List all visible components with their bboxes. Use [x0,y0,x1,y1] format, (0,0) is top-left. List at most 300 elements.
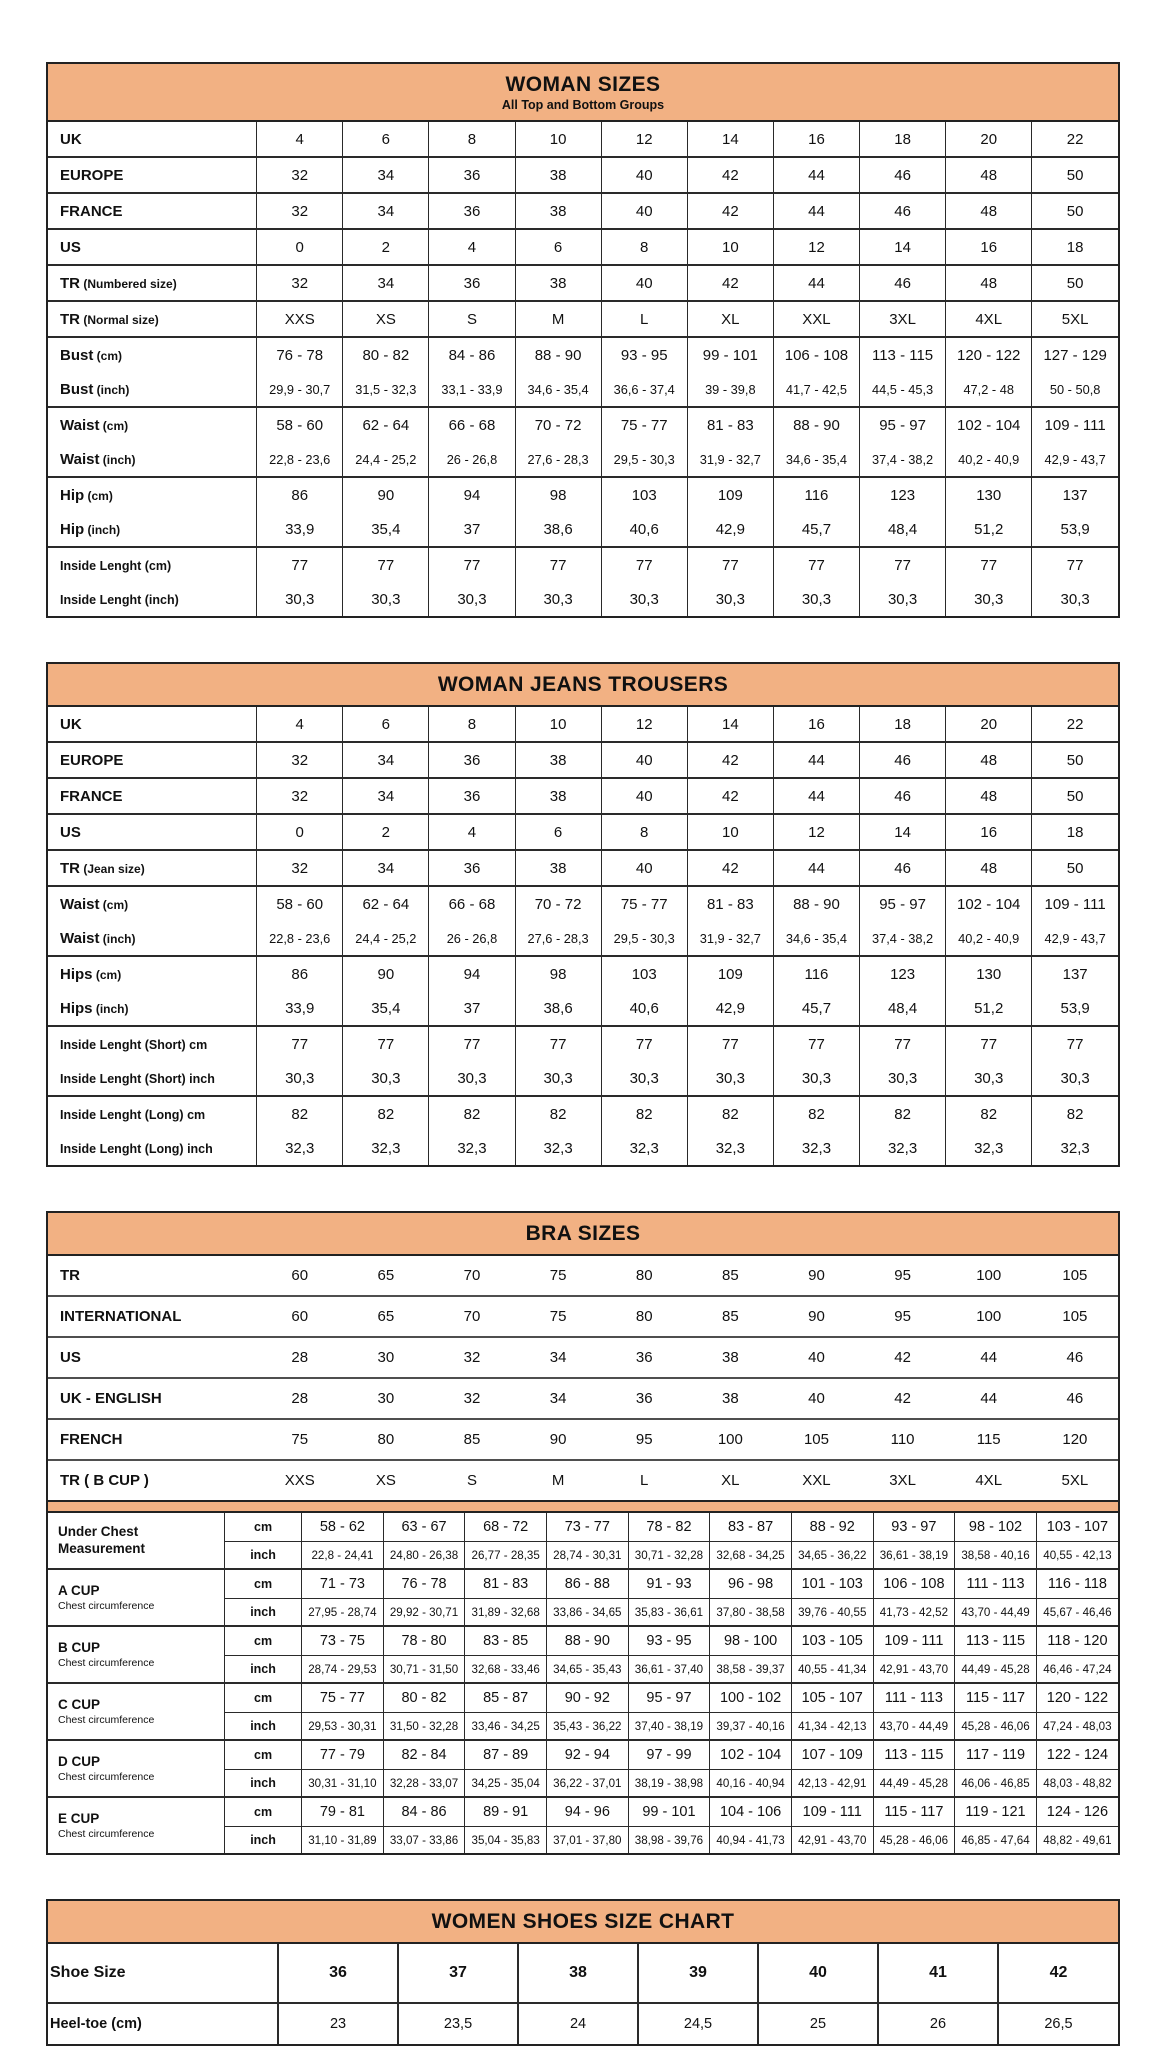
size-cell: 27,95 - 28,74 [302,1599,384,1627]
size-cell: 46,06 - 46,85 [955,1770,1037,1798]
size-cell: 38,6 [515,512,601,547]
size-cell: 45,7 [773,512,859,547]
table-row [48,407,1118,442]
size-cell: 31,9 - 32,7 [687,442,773,477]
size-cell: 38,58 - 40,16 [955,1542,1037,1570]
size-cell: 32 [429,1378,515,1419]
jeans-trousers-header [48,664,1118,707]
size-cell: 70 [463,1267,481,1284]
size-cell: 37,40 - 38,19 [628,1713,710,1741]
size-cell: 39,76 - 40,55 [791,1599,873,1627]
size-cell: 96 - 98 [710,1569,792,1599]
row-label: Hip (cm) [48,477,257,512]
size-cell: 82 [773,1096,859,1131]
size-cell: L [601,301,687,337]
size-cell: 46,46 - 47,24 [1036,1656,1118,1684]
size-cell: 30,3 [515,582,601,616]
size-cell: 40,2 - 40,9 [946,442,1032,477]
measurement-group-label: C CUP Chest circumference [48,1683,225,1740]
size-cell: 76 - 78 [257,337,343,372]
size-cell: 40,2 - 40,9 [946,921,1032,956]
size-cell: 41,7 - 42,5 [773,372,859,407]
size-cell: 75 - 77 [601,886,687,921]
size-cell: 3XL [860,1460,946,1500]
table-row [48,1626,1118,1656]
size-cell: 60 [291,1267,309,1284]
row-label: INTERNATIONAL [48,1296,257,1337]
size-cell: XXL [773,1460,859,1500]
table-title: BRA SIZES [525,1222,641,1245]
size-cell: 90 [343,956,429,991]
size-cell: 105 [773,1419,859,1460]
table-row [48,1026,1118,1061]
size-cell: 6 [343,122,429,157]
size-cell: 38 [515,850,601,886]
size-cell: 92 - 94 [547,1740,629,1770]
table-row [48,122,1118,157]
size-cell: 40,16 - 40,94 [710,1770,792,1798]
size-cell: 87 - 89 [465,1740,547,1770]
unit-label: cm [225,1569,302,1599]
size-cell: 38,19 - 38,98 [628,1770,710,1798]
size-cell: 116 - 118 [1036,1569,1118,1599]
size-cell: 42,9 - 43,7 [1032,442,1118,477]
size-cell: 45,7 [773,991,859,1026]
size-cell: 26 [878,2003,998,2044]
size-cell: 18 [860,122,946,157]
size-cell: 42 [687,742,773,778]
size-cell: 42 [687,850,773,886]
size-cell: 113 - 115 [955,1626,1037,1656]
size-cell: 40 [773,1378,859,1419]
size-cell: 34,25 - 35,04 [465,1770,547,1798]
size-cell: 76 - 78 [383,1569,465,1599]
size-cell: 130 [946,956,1032,991]
size-cell: 38,58 - 39,37 [710,1656,792,1684]
size-cell: 48 [946,742,1032,778]
size-cell: 30,3 [687,582,773,616]
measurement-group-label: D CUP Chest circumference [48,1740,225,1797]
row-label: Shoe Size [50,1964,126,1981]
size-cell: 26 - 26,8 [429,921,515,956]
size-cell: 40 [601,742,687,778]
size-cell: 73 - 75 [302,1626,384,1656]
size-cell: 116 [773,956,859,991]
unit-label: inch [225,1599,302,1627]
table-row [48,1513,1118,1542]
size-cell: 77 [773,547,859,582]
size-cell: 84 - 86 [429,337,515,372]
size-cell: 4XL [946,301,1032,337]
size-cell: 32,3 [515,1131,601,1165]
size-cell: 32 [257,850,343,886]
size-cell: 109 - 111 [1032,407,1118,442]
size-cell: 38 [515,778,601,814]
size-cell: 30,3 [1032,582,1118,616]
size-cell: 30,3 [601,582,687,616]
bra-sizes-header [48,1213,1118,1256]
size-cell: 88 - 92 [791,1513,873,1542]
size-cell: 34,6 - 35,4 [773,921,859,956]
size-cell: 30,71 - 31,50 [383,1656,465,1684]
size-cell: 40 [601,265,687,301]
row-label: US [48,1337,257,1378]
size-cell: 26,5 [998,2003,1118,2044]
table-row [48,547,1118,582]
shoes-size-grid [48,1944,1118,2044]
size-cell: 16 [773,122,859,157]
size-cell: 77 [257,1026,343,1061]
row-label: Inside Lenght (cm) [48,547,257,582]
size-cell: 27,6 - 28,3 [515,442,601,477]
size-cell: 14 [860,229,946,265]
size-cell: M [515,1460,601,1500]
shoes-size-header [48,1901,1118,1944]
table-row [48,1740,1118,1770]
size-cell: 42 [687,157,773,193]
size-cell: 33,9 [257,991,343,1026]
size-cell: 105 - 107 [791,1683,873,1713]
size-cell: 117 - 119 [955,1740,1037,1770]
size-cell: 34 [343,778,429,814]
size-cell: 32 [257,193,343,229]
size-cell: 111 - 113 [873,1683,955,1713]
size-cell: 12 [601,122,687,157]
size-cell: 22 [1032,707,1118,742]
size-cell: 80 - 82 [383,1683,465,1713]
size-cell: 98 - 100 [710,1626,792,1656]
size-cell: 75 [515,1296,601,1337]
size-cell: 95 [894,1267,911,1284]
table-row [48,1296,1118,1337]
size-cell: 30,3 [257,1061,343,1096]
size-cell: 77 [687,547,773,582]
size-cell: 98 - 102 [955,1513,1037,1542]
size-cell: 40 [601,157,687,193]
size-cell: 4 [429,229,515,265]
table-row [48,477,1118,512]
size-cell: 88 - 90 [547,1626,629,1656]
size-cell: 62 - 64 [343,407,429,442]
size-cell: 83 - 85 [465,1626,547,1656]
size-cell: 46 [860,193,946,229]
size-cell: 94 - 96 [547,1797,629,1827]
table-row [48,229,1118,265]
size-cell: S [429,301,515,337]
size-cell: 44,49 - 45,28 [955,1656,1037,1684]
size-cell: 103 [601,477,687,512]
size-cell: 24,4 - 25,2 [343,442,429,477]
size-cell: 0 [257,814,343,850]
size-cell: 77 [860,547,946,582]
size-cell: 82 [687,1096,773,1131]
size-cell: 120 - 122 [1036,1683,1118,1713]
size-cell: 77 - 79 [302,1740,384,1770]
size-cell: 46 [860,157,946,193]
table-row [48,1569,1118,1599]
table-row [48,512,1118,547]
size-cell: 45,67 - 46,46 [1036,1599,1118,1627]
size-cell: 30,71 - 32,28 [628,1542,710,1570]
size-cell: 16 [946,814,1032,850]
size-cell: 120 - 122 [946,337,1032,372]
size-cell: 58 - 60 [257,407,343,442]
size-cell: 93 - 95 [628,1626,710,1656]
size-cell: 32,3 [860,1131,946,1165]
size-cell: 107 - 109 [791,1740,873,1770]
size-cell: 137 [1032,477,1118,512]
size-cell: 77 [1032,1026,1118,1061]
size-cell: 30 [343,1337,429,1378]
size-cell: 46,85 - 47,64 [955,1827,1037,1854]
size-cell: 47,2 - 48 [946,372,1032,407]
size-cell: 104 - 106 [710,1797,792,1827]
size-cell: 116 [773,477,859,512]
size-cell: 29,5 - 30,3 [601,921,687,956]
size-cell: 40 [758,1944,878,2003]
size-cell: 35,43 - 36,22 [547,1713,629,1741]
size-cell: 33,07 - 33,86 [383,1827,465,1854]
size-cell: 37,80 - 38,58 [710,1599,792,1627]
size-cell: 36 [429,778,515,814]
size-cell: 115 - 117 [955,1683,1037,1713]
row-label: Inside Lenght (inch) [60,592,179,607]
size-cell: 82 [343,1096,429,1131]
size-cell: 8 [601,814,687,850]
size-cell: 4XL [946,1460,1032,1500]
size-cell: 46 [1032,1378,1118,1419]
size-cell: 34,6 - 35,4 [773,442,859,477]
size-cell: 100 - 102 [710,1683,792,1713]
size-cell: 113 - 115 [873,1740,955,1770]
row-label: TR (Jean size) [48,850,257,886]
size-cell: 48,4 [860,512,946,547]
size-cell: 29,92 - 30,71 [383,1599,465,1627]
row-label: Heel-toe (cm) [48,2003,278,2044]
size-cell: 47,24 - 48,03 [1036,1713,1118,1741]
size-cell: 22,8 - 23,6 [257,442,343,477]
size-cell: 48,03 - 48,82 [1036,1770,1118,1798]
size-cell: 30,3 [1032,1061,1118,1096]
row-label: Bust (inch) [60,380,130,398]
size-cell: 33,86 - 34,65 [547,1599,629,1627]
size-cell: 39,37 - 40,16 [710,1713,792,1741]
size-cell: 12 [601,707,687,742]
size-cell: 84 - 86 [383,1797,465,1827]
size-cell: 32,28 - 33,07 [383,1770,465,1798]
size-cell: XL [687,1460,773,1500]
size-cell: 42,9 [687,512,773,547]
size-cell: 40,94 - 41,73 [710,1827,792,1854]
size-cell: 36 [429,265,515,301]
unit-label: cm [225,1740,302,1770]
size-cell: 38 [515,742,601,778]
size-cell: 66 - 68 [429,886,515,921]
size-cell: 34 [343,265,429,301]
measurement-group-label: E CUP Chest circumference [48,1797,225,1853]
size-cell: 26,77 - 28,35 [465,1542,547,1570]
size-cell: 8 [429,707,515,742]
size-cell: 103 - 107 [1036,1513,1118,1542]
size-cell: 38 [518,1944,638,2003]
size-cell: 37 [398,1944,518,2003]
size-cell: 12 [773,229,859,265]
size-cell: 48 [946,850,1032,886]
size-cell: 124 - 126 [1036,1797,1118,1827]
size-cell: 18 [860,707,946,742]
size-cell: 77 [946,547,1032,582]
size-cell: 33,46 - 34,25 [465,1713,547,1741]
size-cell: 77 [946,1026,1032,1061]
size-cell: 36,6 - 37,4 [601,372,687,407]
row-label: Inside Lenght (Short) inch [60,1071,215,1086]
size-cell: 32,68 - 33,46 [465,1656,547,1684]
size-cell: 32,3 [429,1131,515,1165]
size-cell: 40 [601,850,687,886]
size-cell: 80 [343,1419,429,1460]
size-cell: 10 [515,707,601,742]
size-cell: 109 - 111 [1032,886,1118,921]
size-cell: 22,8 - 23,6 [257,921,343,956]
size-cell: 73 - 77 [547,1513,629,1542]
size-cell: 102 - 104 [946,407,1032,442]
size-cell: 37,4 - 38,2 [860,442,946,477]
size-cell: 22,8 - 24,41 [302,1542,384,1570]
size-cell: 32 [257,157,343,193]
size-cell: 85 - 87 [465,1683,547,1713]
size-cell: 98 [515,477,601,512]
row-label: US [48,814,257,850]
size-cell: 24,4 - 25,2 [343,921,429,956]
size-cell: 89 - 91 [465,1797,547,1827]
size-cell: 34 [343,157,429,193]
size-cell: L [601,1460,687,1500]
size-cell: XL [687,301,773,337]
size-cell: M [515,301,601,337]
table-row [48,1131,1118,1165]
size-cell: 111 - 113 [955,1569,1037,1599]
table-title: WOMAN SIZES [505,73,661,96]
table-title: WOMEN SHOES SIZE CHART [431,1910,735,1933]
size-cell: 70 - 72 [515,886,601,921]
size-cell: 2 [343,229,429,265]
size-cell: 32 [429,1337,515,1378]
size-cell: 31,89 - 32,68 [465,1599,547,1627]
table-row [48,442,1118,477]
size-cell: 80 - 82 [343,337,429,372]
size-cell: 50 [1032,742,1118,778]
size-cell: 38,6 [515,991,601,1026]
size-cell: 90 [773,1296,859,1337]
jeans-trousers-grid [48,707,1118,1165]
size-cell: 18 [1032,229,1118,265]
table-row [48,778,1118,814]
size-cell: 70 - 72 [515,407,601,442]
row-label: Waist (cm) [48,407,257,442]
size-cell: 94 [429,956,515,991]
size-cell: 38 [515,157,601,193]
table-row [48,1944,1118,2003]
size-cell: 109 - 111 [873,1626,955,1656]
size-cell: 32,3 [946,1131,1032,1165]
size-cell: 32,3 [687,1131,773,1165]
size-cell: 113 - 115 [860,337,946,372]
size-cell: 90 [343,477,429,512]
size-cell: 77 [515,547,601,582]
size-cell: 4 [257,707,343,742]
size-cell: 24,80 - 26,38 [383,1542,465,1570]
row-label: Hip (inch) [60,520,121,538]
size-cell: 5XL [1032,1460,1118,1500]
size-cell: 77 [515,1026,601,1061]
size-cell: 30,3 [860,582,946,616]
size-cell: 82 [601,1096,687,1131]
size-cell: 95 [860,1296,946,1337]
size-cell: 88 - 90 [773,407,859,442]
size-cell: 75 [257,1419,343,1460]
size-cell: 105 [1062,1267,1088,1284]
size-cell: 53,9 [1032,991,1118,1026]
size-cell: 77 [687,1026,773,1061]
table-row [48,193,1118,229]
measurement-group-label: A CUP Chest circumference [48,1569,225,1626]
size-cell: 30,3 [601,1061,687,1096]
size-cell: 50 [1032,850,1118,886]
size-cell: 62 - 64 [343,886,429,921]
size-cell: 42,9 [687,991,773,1026]
size-cell: 8 [601,229,687,265]
size-cell: 90 [515,1419,601,1460]
size-cell: 36 [429,157,515,193]
size-cell: 34 [343,850,429,886]
size-cell: 82 [429,1096,515,1131]
bra-measurement-grid [48,1513,1118,1853]
size-cell: 42 [860,1378,946,1419]
table-subtitle: All Top and Bottom Groups [501,98,665,112]
size-cell: 99 - 101 [687,337,773,372]
table-row [48,1337,1118,1378]
size-cell: 77 [601,547,687,582]
size-cell: 12 [773,814,859,850]
size-cell: 66 - 68 [429,407,515,442]
size-cell: 10 [515,122,601,157]
size-cell: 65 [343,1296,429,1337]
size-cell: 106 - 108 [873,1569,955,1599]
size-cell: 103 [601,956,687,991]
size-cell: 90 - 92 [547,1683,629,1713]
size-cell: S [429,1460,515,1500]
size-cell: 32,3 [773,1131,859,1165]
table-row [48,991,1118,1026]
shoes-size-table [46,1899,1120,2046]
size-cell: 36 [429,850,515,886]
size-cell: 4 [257,122,343,157]
table-row [48,1378,1118,1419]
size-cell: 16 [773,707,859,742]
size-cell: 88 - 90 [773,886,859,921]
row-label: EUROPE [48,157,257,193]
row-label: FRANCE [48,778,257,814]
size-cell: 115 - 117 [873,1797,955,1827]
size-cell: 82 - 84 [383,1740,465,1770]
size-cell: 31,10 - 31,89 [302,1827,384,1854]
size-cell: 48 [946,193,1032,229]
size-cell: 35,4 [343,991,429,1026]
size-cell: 109 [687,477,773,512]
size-cell: 32 [257,265,343,301]
size-cell: 38 [687,1378,773,1419]
size-cell: 32,68 - 34,25 [710,1542,792,1570]
